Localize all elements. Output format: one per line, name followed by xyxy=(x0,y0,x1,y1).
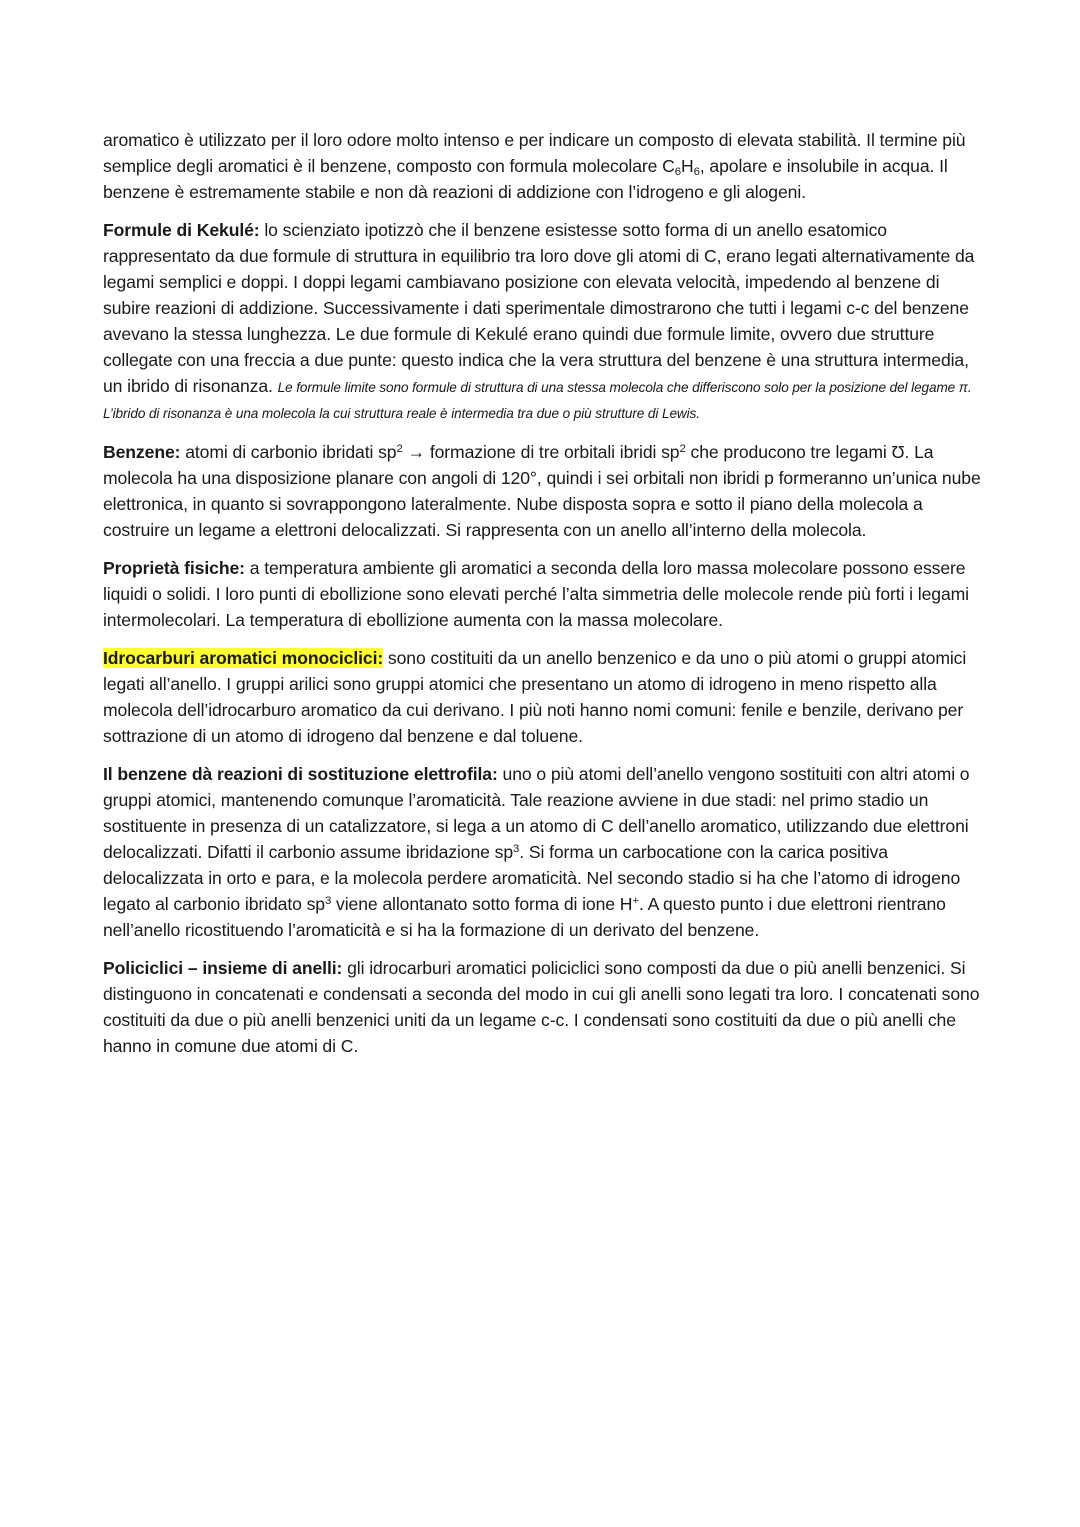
paragraph-physical-properties xyxy=(103,555,983,633)
benzene-text-2: → formazione di tre orbitali ibridi sp xyxy=(402,442,680,462)
document-page xyxy=(103,127,983,1071)
substitution-text-4: . A questo punto i due elettroni rientrano nell’anello ricostituendo l’aromaticità e si ha la formazione di un derivato del benzene. xyxy=(103,894,946,940)
substitution-superscript-1: 3 xyxy=(513,842,520,855)
benzene-superscript-2: 2 xyxy=(679,442,686,455)
physical-heading: Proprietà fisiche: xyxy=(103,558,245,578)
paragraph-monocyclic xyxy=(103,645,983,749)
benzene-text-3: che producono tre legami Ʊ. La molecola ha una disposizione planare con angoli di 120°, quindi i sei orbitali non ibridi p formeranno un’unica nube elettronica, in quanto si sovrappongono lateralmente. Nube disposta sopra e sotto il piano della molecola a costruire un legame a elettroni delocalizzati. Si rappresenta con un anello all’interno della molecola. xyxy=(103,442,981,540)
intro-text-3: , apolare e insolubile in acqua. Il benzene è estremamente stabile e non dà reazioni di addizione con l’idrogeno e gli alogeni. xyxy=(103,156,948,202)
physical-text: a temperatura ambiente gli aromatici a seconda della loro massa molecolare possono essere liquidi o solidi. I loro punti di ebollizione sono elevati perché l’alta simmetria delle molecole rende più forti i legami intermolecolari. La temperatura di ebollizione aumenta con la massa molecolare. xyxy=(103,558,969,630)
benzene-superscript-1: 2 xyxy=(396,442,403,455)
monocyclic-text: sono costituiti da un anello benzenico e da uno o più atomi o gruppi atomici legati all’anello. I gruppi arilici sono gruppi atomici che presentano un atomo di idrogeno in meno rispetto alla molecola dell’idrocarburo aromatico da cui derivano. I più noti hanno nomi comuni: fenile e benzile, derivano per sottrazione di un atomo di idrogeno dal benzene e dal toluene. xyxy=(103,648,967,746)
polycyclic-text: gli idrocarburi aromatici policiclici sono composti da due o più anelli benzenici. Si distinguono in concatenati e condensati a seconda del modo in cui gli anelli sono legati tra loro. I concatenati sono costituiti da due o più anelli benzenici uniti da un legame c-c. I condensati sono costituiti da due o più anelli che hanno in comune due atomi di C. xyxy=(103,958,980,1056)
benzene-heading: Benzene: xyxy=(103,442,181,462)
paragraph-polycyclic xyxy=(103,955,983,1059)
substitution-superscript-3: + xyxy=(632,894,639,907)
intro-text-1: aromatico è utilizzato per il loro odore molto intenso e per indicare un composto di elevata stabilità. Il termine più semplice degli aromatici è il benzene, composto con formula molecolare C xyxy=(103,130,966,176)
paragraph-kekule xyxy=(103,217,983,425)
substitution-text-1: uno o più atomi dell’anello vengono sostituiti con altri atomi o gruppi atomici, mantenendo comunque l’aromaticità. Tale reazione avviene in due stadi: nel primo stadio un sostituente in presenza di un catalizzatore, si lega a un atomo di C dell’anello aromatico, utilizzando due elettroni delocalizzati. Difatti il carbonio assume ibridazione sp xyxy=(103,764,970,862)
monocyclic-heading: Idrocarburi aromatici monociclici: xyxy=(103,648,384,668)
kekule-heading: Formule di Kekulé: xyxy=(103,220,260,240)
substitution-heading: Il benzene dà reazioni di sostituzione elettrofila: xyxy=(103,764,498,784)
polycyclic-heading: Policiclici – insieme di anelli: xyxy=(103,958,343,978)
paragraph-benzene xyxy=(103,439,983,543)
intro-text-2: H xyxy=(680,156,694,176)
substitution-text-2: . Si forma un carbocatione con la carica positiva delocalizzata in orto e para, e la molecola perdere aromaticità. Nel secondo stadio si ha che l’atomo di idrogeno legato al carbonio ibridato sp xyxy=(103,842,961,914)
intro-subscript-2: 6 xyxy=(693,165,700,178)
paragraph-substitution xyxy=(103,761,983,943)
intro-subscript-1: 6 xyxy=(674,165,681,178)
substitution-superscript-2: 3 xyxy=(324,894,332,907)
kekule-text: lo scienziato ipotizzò che il benzene esistesse sotto forma di un anello esatomico rappresentato da due formule di struttura in equilibrio tra loro dove gli atomi di C, erano legati alternativamente da legami semplici e doppi. I doppi legami cambiavano posizione con elevata velocità, impedendo al benzene di subire reazioni di addizione. Successivamente i dati sperimentale dimostrarono che tutti i legami c-c del benzene avevano la stessa lunghezza. Le due formule di Kekulé erano quindi due formule limite, ovvero due strutture collegate con una freccia a due punte: questo indica che la vera struttura del benzene è una struttura intermedia, un ibrido di risonanza. xyxy=(103,220,975,396)
kekule-note: Le formule limite sono formule di struttura di una stessa molecola che differiscono solo per la posizione del legame π. L’ibrido di risonanza è una molecola la cui struttura reale è intermedia tra due o più strutture di Lewis. xyxy=(103,380,972,421)
substitution-text-3: viene allontanato sotto forma di ione H xyxy=(331,894,633,914)
paragraph-intro xyxy=(103,127,983,205)
benzene-text-1: atomi di carbonio ibridati sp xyxy=(180,442,397,462)
